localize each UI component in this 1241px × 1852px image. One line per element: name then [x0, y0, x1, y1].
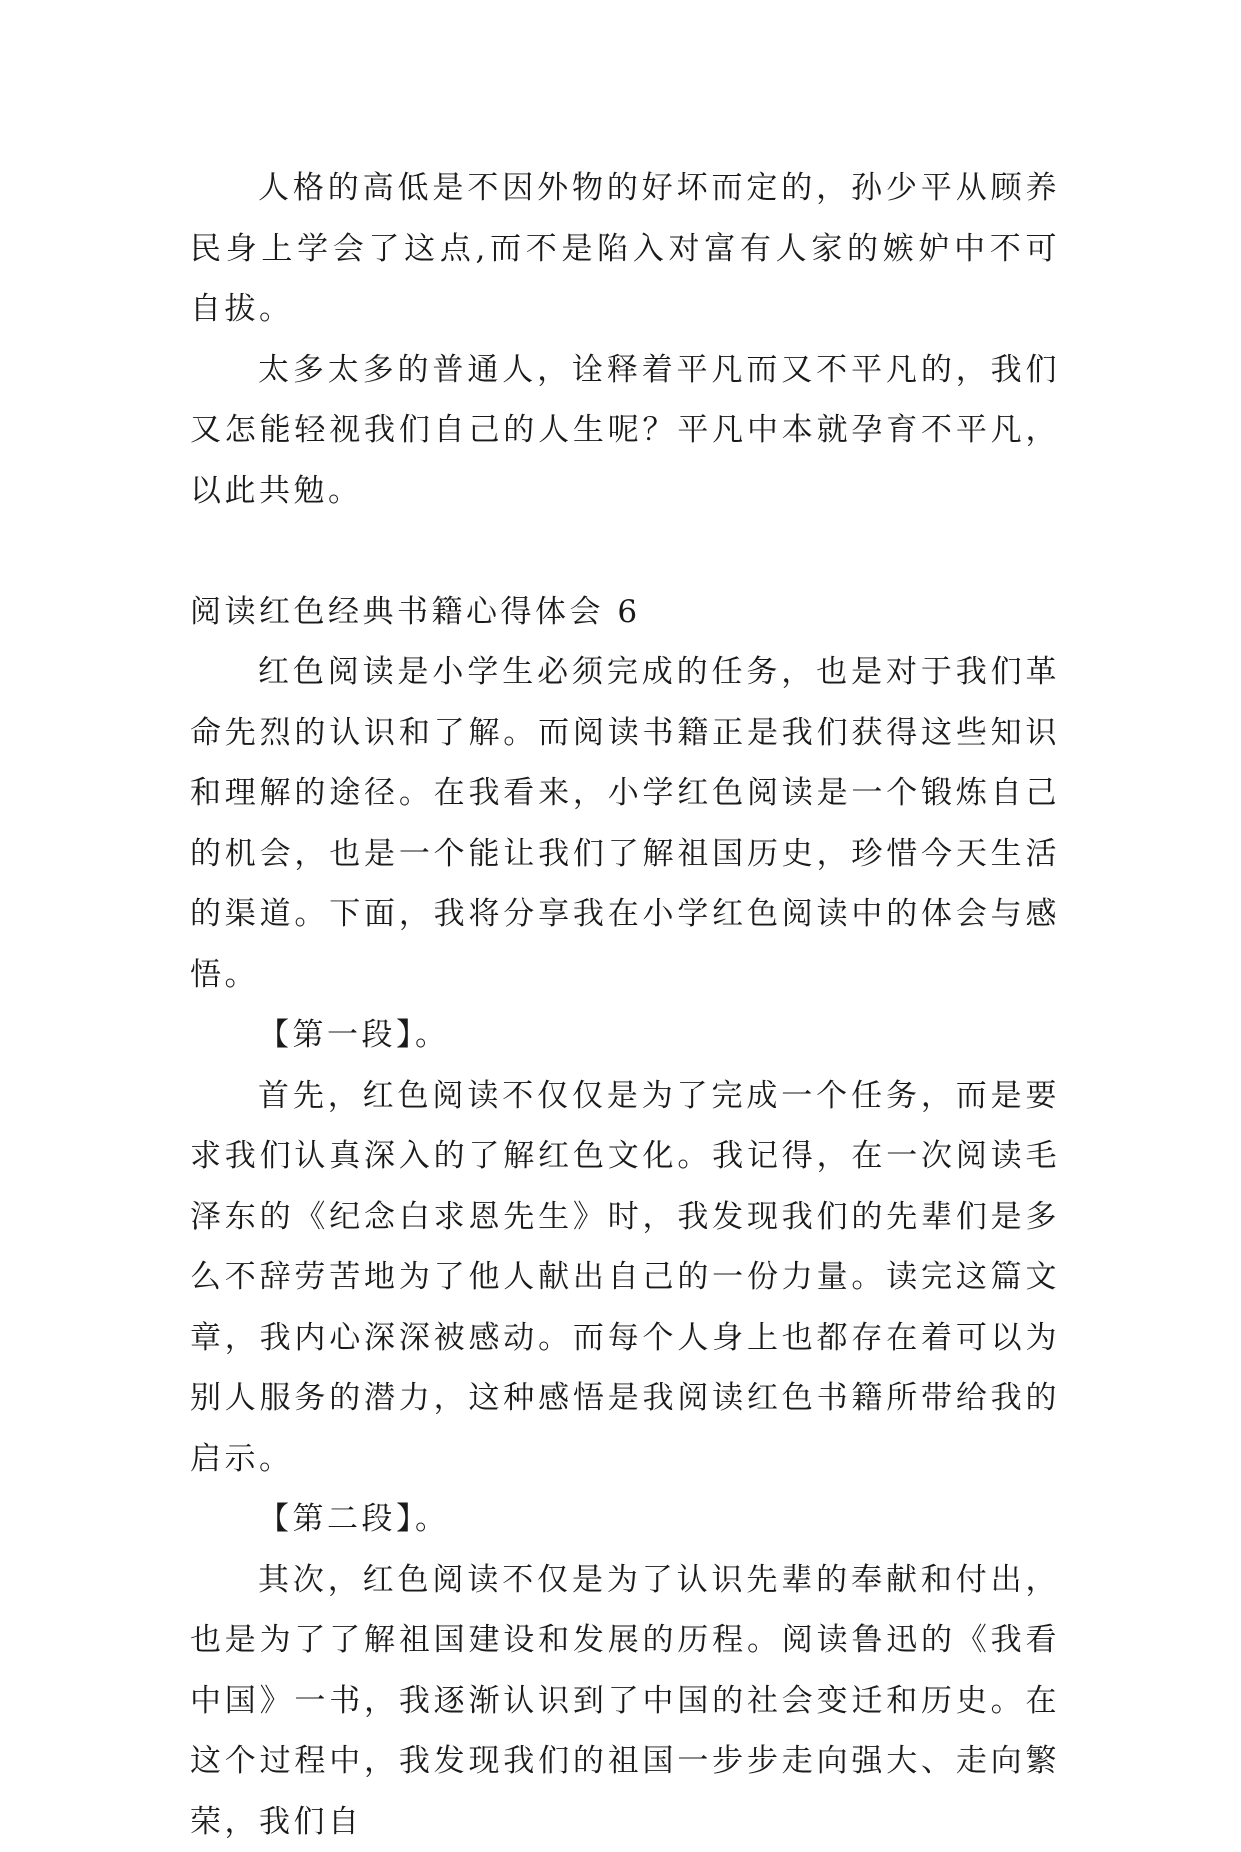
section-mark-second: 【第二段】。 — [190, 1489, 1060, 1550]
paragraph-character: 人格的高低是不因外物的好坏而定的，孙少平从顾养民身上学会了这点,而不是陷入对富有人家的嫉妒中不可自拔。 — [190, 158, 1060, 340]
paragraph-ordinary-people: 太多太多的普通人，诠释着平凡而又不平凡的，我们又怎能轻视我们自己的人生呢？平凡中本就孕育不平凡，以此共勉。 — [190, 340, 1060, 522]
section-heading: 阅读红色经典书籍心得体会 6 — [190, 582, 1060, 643]
paragraph-first-section: 首先，红色阅读不仅仅是为了完成一个任务，而是要求我们认真深入的了解红色文化。我记得，在一次阅读毛泽东的《纪念白求恩先生》时，我发现我们的先辈们是多么不辞劳苦地为了他人献出自己的一份力量。读完这篇文章，我内心深深被感动。而每个人身上也都存在着可以为别人服务的潜力，这种感悟是我阅读红色书籍所带给我的启示。 — [190, 1066, 1060, 1490]
section-mark-first: 【第一段】。 — [190, 1005, 1060, 1066]
paragraph-second-section: 其次，红色阅读不仅是为了认识先辈的奉献和付出，也是为了了解祖国建设和发展的历程。阅读鲁迅的《我看中国》一书，我逐渐认识到了中国的社会变迁和历史。在这个过程中，我发现我们的祖国一步步走向强大、走向繁荣，我们自 — [190, 1550, 1060, 1852]
document-body — [190, 158, 1060, 1852]
paragraph-intro: 红色阅读是小学生必须完成的任务，也是对于我们革命先烈的认识和了解。而阅读书籍正是我们获得这些知识和理解的途径。在我看来，小学红色阅读是一个锻炼自己的机会，也是一个能让我们了解祖国历史，珍惜今天生活的渠道。下面，我将分享我在小学红色阅读中的体会与感悟。 — [190, 642, 1060, 1005]
